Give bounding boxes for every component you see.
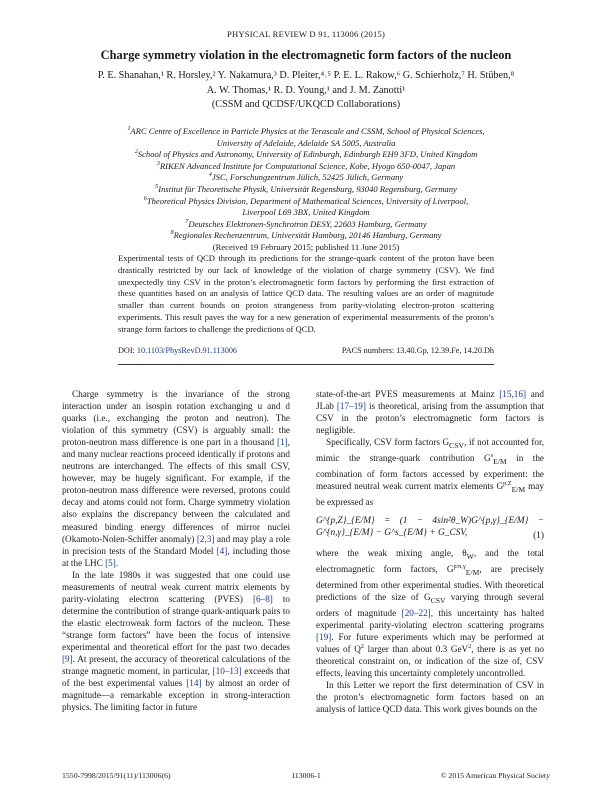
right-column bbox=[316, 388, 544, 715]
affiliation-1-cont: University of Adelaide, Adelaide SA 5005, Australia bbox=[216, 137, 396, 148]
collaboration: (CSSM and QCDSF/UKQCD Collaborations) bbox=[211, 99, 401, 110]
citation-link[interactable]: [10–13] bbox=[212, 666, 242, 677]
citation-link[interactable]: [17–19] bbox=[336, 401, 366, 412]
affiliation-2: $^2$School of Physics and Astronomy, University of Edinburgh, Edinburgh EH9 3FD, United Kingdom bbox=[134, 148, 478, 160]
running-head: PHYSICAL REVIEW D 91, 113006 (2015) bbox=[226, 29, 386, 39]
doi-pacs-line bbox=[118, 346, 494, 355]
left-column bbox=[62, 388, 290, 713]
doi-label: DOI: bbox=[118, 346, 135, 355]
received-dates: (Received 19 February 2015; published 11 June 2015) bbox=[212, 241, 400, 252]
abstract: Experimental tests of QCD through its predictions for the strange-quark content of the proton have been drastically restricted by our lack of knowledge of the violation of charge symmetry (CSV). We find unexpectedly tiny CSV in the proton’s electromagnetic form factors by performing the first extraction of these quantities based on an analysis of lattice QCD data. The resulting values are an order of magnitude smaller than current bounds on proton strangeness from parity-violating electron-proton scattering experiments. This result paves the way for a new generation of experimental measurements of the proton’s strange form factors to challenge the predictions of QCD. bbox=[118, 253, 494, 334]
citation-link[interactable]: [5] bbox=[105, 557, 116, 568]
equation-number: (1) bbox=[533, 530, 544, 541]
citation-link[interactable]: [1] bbox=[276, 437, 288, 448]
affiliations bbox=[80, 126, 532, 254]
footer-copyright: © 2015 American Physical Society bbox=[440, 771, 550, 780]
footer-issn: 1550-7998/2015/91(11)/113006(6) bbox=[62, 771, 171, 780]
paragraph: state-of-the-art PVES measurements at Mainz [15,16] and JLab [17–19] is theoretical, arising from the assumption that CSV in the proton’s electromagnetic form factors is negligible. bbox=[316, 389, 544, 436]
citation-link[interactable]: [19] bbox=[316, 631, 332, 642]
paper-title: Charge symmetry violation in the electromagnetic form factors of the nucleon bbox=[100, 48, 512, 62]
abstract-divider bbox=[118, 364, 494, 365]
doi-link[interactable]: 10.1103/PhysRevD.91.113006 bbox=[136, 346, 238, 355]
citation-link[interactable]: [15,16] bbox=[499, 389, 527, 399]
affiliation-6-cont: Liverpool L69 3BX, United Kingdom bbox=[242, 207, 370, 218]
affiliation-3: $^3$RIKEN Advanced Institute for Computational Science, Kobe, Hyogo 650-0047, Japan bbox=[156, 159, 456, 171]
affiliation-6: $^6$Theoretical Physics Division, Department of Mathematical Sciences, University of Liverpool, bbox=[143, 194, 469, 206]
paragraph: Specifically, CSV form factors $G_{CSV}$, if not accounted for, mimic the strange-quark contribution $G^s_{E/M}$ in the combination of form factors accessed by experiment: the measured neutral weak current matrix elements $G^{p,Z}_{E/M}$ may be expressed as bbox=[316, 437, 544, 507]
footer-page-number: 113006-1 bbox=[291, 771, 321, 780]
affiliation-1: $^1$ARC Centre of Excellence in Particle Physics at the Terascale and CSSM, School of Physical Sciences, bbox=[127, 125, 485, 136]
affiliation-4: $^4$JSC, Forschungzentrum Jülich, 52425 Jülich, Germany bbox=[208, 171, 404, 183]
author-block bbox=[60, 69, 552, 113]
affiliation-5: $^5$Institut für Theoretische Physik, Universität Regensburg, 93040 Regensburg, Germany bbox=[155, 183, 457, 194]
paragraph: Charge symmetry is the invariance of the strong interaction under an isospin rotation exchanging u and d quarks (i.e., exchanging the proton and neutron). The violation of this symmetry (CSV) is arguably small: the proton-neutron mass difference is one part in a thousand [1], and many nuclear reactions proceed identically if protons and neutrons are interchanged. The effects of this small CSV, however, may be hugely significant. For example, if the proton-neutron mass difference were reversed, protons could decay and atoms could not form. Charge symmetry violation also explains the discrepancy between the calculated and measured binding energy differences of mirror nuclei (Okamoto-Nolen-Schiffer anomaly) [2,3] and may play a role in precision tests of the Standard Model [4], including those at the LHC [5]. bbox=[62, 389, 290, 568]
citation-link[interactable]: [6–8] bbox=[252, 593, 273, 604]
citation-link[interactable]: [9] bbox=[62, 654, 73, 665]
citation-link[interactable]: [20–22] bbox=[401, 607, 431, 618]
authors-line-2: A. W. Thomas,¹ R. D. Young,¹ and J. M. Zanotti¹ bbox=[206, 84, 406, 96]
equation-body: G^{p,Z}_{E/M} = (1 − 4sin²θ_W)G^{p,γ}_{E/M} − G^{n,γ}_{E/M} − G^s_{E/M} + G_CSV, bbox=[316, 515, 544, 538]
pacs-numbers: PACS numbers: 13.40.Gp, 12.39.Fe, 14.20.Dh bbox=[341, 346, 494, 355]
citation-link[interactable]: [4] bbox=[216, 545, 228, 556]
citation-link[interactable]: [2,3] bbox=[196, 533, 215, 544]
citation-link[interactable]: [14] bbox=[186, 678, 202, 689]
paragraph: In this Letter we report the first determination of CSV in the proton’s electromagnetic form factors based on an analysis of lattice QCD data. This work gives bounds on the bbox=[316, 679, 544, 714]
paragraph: where the weak mixing angle, $\theta_W$, and the total electromagnetic form factors, $G^{p/n,\gamma}_{E/M}$, are precisely determined from other experimental studies. With theoretical predictions of the size of $G_{CSV}$ varying through several orders of magnitude [20–22], this uncertainty has halted experimental parity-violating electron scattering programs [19]. For future experiments which may be performed at values of $Q^2$ larger than about 0.3 GeV$^2$, there is as yet no theoretical constraint on, or indication of the size of, CSV effects, leaving this uncertainty completely uncontrolled. bbox=[316, 547, 545, 678]
affiliation-8: $^8$Regionales Rechenzentrum, Universität Hamburg, 20146 Hamburg, Germany bbox=[170, 229, 442, 241]
paragraph: In the late 1980s it was suggested that one could use measurements of neutral weak current matrix elements by parity-violating electron scattering (PVES) [6–8] to determine the contribution of strange quark-antiquark pairs to the elastic electroweak form factors of the nucleon. These “strange form factors” have been the focus of intensive experimental and theoretical effort for the past two decades [9]. At present, the accuracy of theoretical calculations of the strange magnetic moment, in particular, [10–13] exceeds that of the best experimental values [14] by almost an order of magnitude—a remarkable exception in strong-interaction physics. The limiting factor in future bbox=[62, 569, 290, 713]
affiliation-7: $^7$Deutsches Elektronen-Synchrotron DESY, 22603 Hamburg, Germany bbox=[185, 217, 427, 229]
equation-1 bbox=[316, 515, 544, 541]
authors-line-1: P. E. Shanahan,¹ R. Horsley,² Y. Nakamura,³ D. Pleiter,⁴˒⁵ P. E. L. Rakow,⁶ G. Schierholz,⁷ H. Stüben,⁸ bbox=[97, 70, 515, 81]
